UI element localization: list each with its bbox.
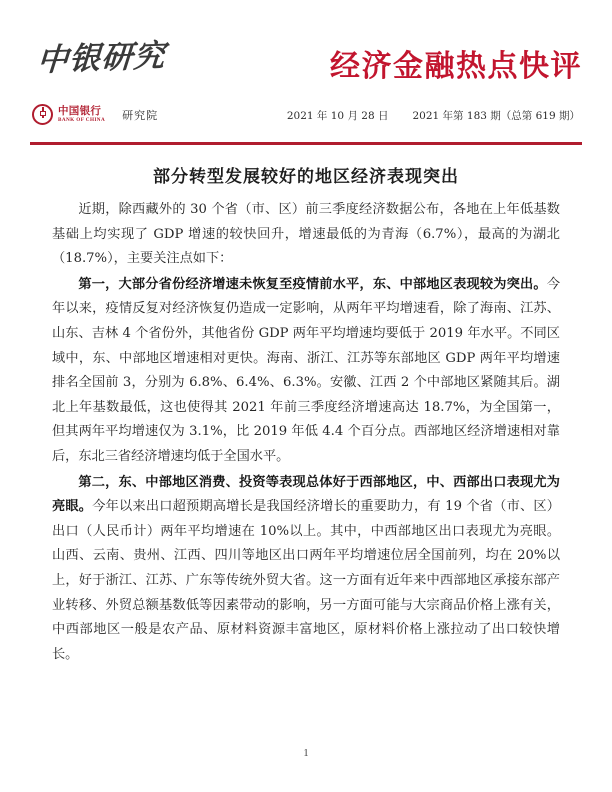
paragraph-3 (52, 471, 560, 668)
paragraph-2-text: 今年以来，疫情反复对经济恢复仍造成一定影响，从两年平均增速看，除了海南、江苏、山东、吉林 4 个省份外，其他省份 GDP 两年平均增速均要低于 2019 年水平。不同区域中，东、中部地区增速相对更快。海南、浙江、江苏等东部地区 GDP 两年平均增速排名全国前 3，分别为 6.8%、6.4%、6.3%。安徽、江西 2 个中部地区紧随其后。湖北上年基数最低，这也使得其 2021 年前三季度经济增速高达 18.7%，为全国第一，但其两年平均增速仅为 3.1%，比 2019 年低 4.4 个百分点。西部地区经济增速相对靠后，东北三省经济增速均低于全国水平。 (52, 276, 560, 464)
bank-name-group (58, 106, 105, 123)
bank-of-china-logo-row (32, 104, 158, 125)
institute-label: 研究院 (122, 108, 159, 122)
bank-name-en: BANK OF CHINA (58, 116, 106, 123)
page-number: 1 (303, 748, 309, 759)
bank-name-cn: 中国银行 (58, 104, 102, 117)
paragraph-3-lead: 第二，东、中部地区消费、投资等表现总体好于西部地区，中、西部出口表现尤为亮眼。 (52, 474, 560, 515)
publication-meta (287, 108, 580, 123)
paragraph-1-text: 近期，除西藏外的 30 个省（市、区）前三季度经济数据公布，各地在上年低基数基础上均实现了 GDP 增速的较快回升，增速最低的为青海（6.7%），最高的为湖北（18.7%），主要关注点如下： (52, 202, 560, 267)
paragraph-1 (52, 198, 560, 272)
masthead (30, 37, 582, 146)
page-title: 部分转型发展较好的地区经济表现突出 (153, 167, 459, 187)
brand-calligraphy-logo: 中银研究 (35, 37, 167, 79)
publication-title: 经济金融热点快评 (330, 49, 582, 84)
header-divider-rule (30, 142, 582, 145)
article-body (52, 198, 560, 668)
publication-date: 2021 年 10 月 28 日 (286, 110, 389, 122)
paragraph-2-lead: 第一，大部分省份经济增速未恢复至疫情前水平，东、中部地区表现较为突出。 (78, 276, 547, 292)
paragraph-2 (52, 273, 560, 470)
paragraph-3-text: 今年以来出口超预期高增长是我国经济增长的重要助力，有 19 个省（市、区）出口（人民币计）两年平均增速在 10%以上。其中，中西部地区出口表现尤为亮眼。山西、云南、贵州、江西、四川等地区出口两年平均增速位居全国前列，均在 20%以上，好于浙江、江苏、广东等传统外贸大省。这一方面有近年来中西部地区承接东部产业转移、外贸总额基数低等因素带动的影响，另一方面可能与大宗商品价格上涨有关，中西部地区一般是农产品、原材料资源丰富地区，原材料价格上涨拉动了出口较快增长。 (52, 499, 560, 662)
brand-block (30, 37, 290, 123)
boc-coin-emblem-icon (32, 104, 53, 125)
publication-issue: 2021 年第 183 期（总第 619 期） (412, 110, 580, 122)
